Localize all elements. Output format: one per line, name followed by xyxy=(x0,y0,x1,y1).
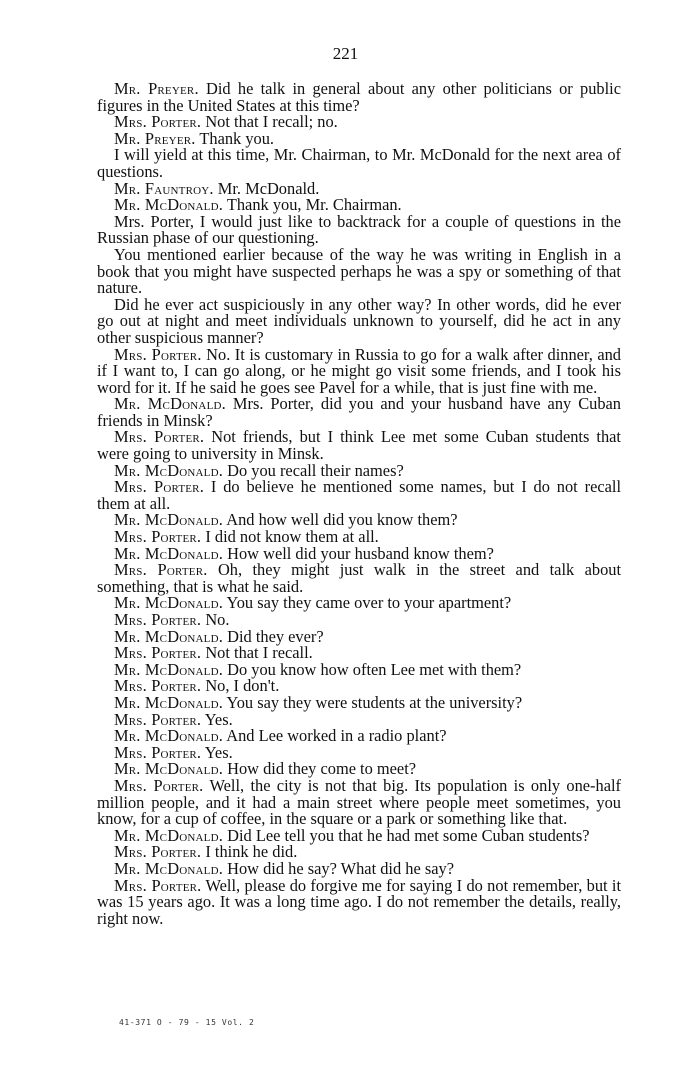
paragraph-text: No. xyxy=(201,610,230,629)
paragraph-text: How well did your husband know them? xyxy=(223,543,494,563)
paragraph-text: Well, please do forgive me for saying I do not remember, but it was 15 years ago. It was a long time ago. I do not remember the details, really, right now. xyxy=(97,875,622,928)
paragraph-text: Did he talk in general about any other politicians or public figures in the United States at this time? xyxy=(97,79,621,115)
speaker-name: Mrs. Porter. xyxy=(114,560,208,580)
paragraph-text: Do you know how often Lee met with them? xyxy=(223,659,522,679)
speaker-name: Mrs. Porter. xyxy=(114,427,205,447)
speaker-name: Mr. McDonald. xyxy=(114,593,224,613)
paragraph-text: No, I don't. xyxy=(201,676,280,696)
paragraph-text: I did not know them at all. xyxy=(201,527,379,547)
paragraph-text: Oh, they might just walk in the street and talk about something, that is what he said. xyxy=(97,560,622,596)
paragraph-text: Thank you. xyxy=(195,128,275,148)
testimony-text xyxy=(97,81,621,927)
speaker-name: Mrs. Porter. xyxy=(114,842,202,862)
speaker-name: Mr. McDonald. xyxy=(114,626,224,646)
paragraph xyxy=(97,344,621,397)
speaker-name: Mr. McDonald. xyxy=(114,195,224,215)
paragraph xyxy=(97,875,622,928)
paragraph-text: How did he say? What did he say? xyxy=(223,858,454,878)
speaker-name: Mr. McDonald. xyxy=(114,825,224,845)
paragraph-text: You mentioned earlier because of the way he was writing in English in a book that you might have suspected perhaps he was a spy or something of that nature. xyxy=(97,244,621,298)
paragraph xyxy=(97,244,621,298)
paragraph-text: Yes. xyxy=(201,742,233,762)
speaker-name: Mrs. Porter. xyxy=(114,875,202,895)
speaker-name: Mr. McDonald. xyxy=(114,659,224,679)
paragraph-text: Mrs. Porter, did you and your husband have any Cuban friends in Minsk? xyxy=(97,394,621,430)
paragraph xyxy=(97,294,621,347)
paragraph xyxy=(97,396,621,429)
speaker-name: Mr. McDonald. xyxy=(114,759,224,779)
paragraph-text: How did they come to meet? xyxy=(223,759,417,779)
speaker-name: Mrs. Porter. xyxy=(114,477,205,497)
page-number: 221 xyxy=(332,44,359,63)
paragraph-text: Not friends, but I think Lee met some Cuban students that were going to university in Minsk. xyxy=(97,427,621,464)
paragraph-text: I think he did. xyxy=(201,842,298,862)
speaker-name: Mrs. Porter. xyxy=(114,643,202,663)
paragraph xyxy=(97,81,621,114)
speaker-name: Mrs. Porter. xyxy=(114,112,202,132)
paragraph-text: Did Lee tell you that he had met some Cuban students? xyxy=(223,825,590,845)
paragraph-text: And Lee worked in a radio plant? xyxy=(223,726,447,746)
speaker-name: Mr. Preyer. xyxy=(114,79,199,98)
paragraph-text: Not that I recall. xyxy=(201,643,313,663)
speaker-name: Mrs. Porter. xyxy=(114,775,204,795)
print-code-footer: 41-371 O - 79 - 15 Vol. 2 xyxy=(119,1018,255,1027)
speaker-name: Mr. Preyer. xyxy=(114,128,196,148)
paragraph-text: You say they were students at the university? xyxy=(223,692,523,712)
paragraph-text: Did he ever act suspiciously in any other way? In other words, did he ever go out at night and meet individuals unknown to yourself, did he act in any other suspicious manner? xyxy=(97,294,621,347)
speaker-name: Mr. McDonald. xyxy=(114,692,224,712)
speaker-name: Mrs. Porter. xyxy=(114,527,202,547)
paragraph-text: Thank you, Mr. Chairman. xyxy=(223,195,402,215)
paragraph xyxy=(97,562,621,595)
paragraph-text: Do you recall their names? xyxy=(223,460,404,480)
speaker-name: Mrs. Porter. xyxy=(114,344,202,364)
paragraph-text: Mr. McDonald. xyxy=(213,178,320,198)
speaker-name: Mr. McDonald. xyxy=(114,510,224,530)
paragraph-text: Well, the city is not that big. Its population is only one-half million people, and it had a main street where people meet sometimes, you know, for a cup of coffee, in the square or a park or something like that. xyxy=(97,775,621,829)
paragraph xyxy=(97,147,621,180)
paragraph-text: Mrs. Porter, I would just like to backtrack for a couple of questions in the Russian phase of our questioning. xyxy=(97,211,621,248)
paragraph xyxy=(97,479,621,512)
paragraph-text: Not that I recall; no. xyxy=(201,112,338,132)
paragraph-text: Yes. xyxy=(201,709,233,729)
speaker-name: Mr. McDonald. xyxy=(114,543,224,563)
paragraph-text: I will yield at this time, Mr. Chairman, to Mr. McDonald for the next area of questions. xyxy=(97,145,621,181)
paragraph-text: I do believe he mentioned some names, but I do not recall them at all. xyxy=(97,477,622,513)
speaker-name: Mr. McDonald. xyxy=(114,858,224,878)
paragraph xyxy=(97,775,621,829)
speaker-name: Mrs. Porter. xyxy=(114,742,202,762)
speaker-name: Mr. McDonald. xyxy=(114,726,224,746)
speaker-name: Mrs. Porter. xyxy=(114,709,202,729)
paragraph xyxy=(97,429,621,462)
paragraph-text: And how well did you know them? xyxy=(223,510,458,530)
speaker-name: Mr. Fauntroy. xyxy=(114,178,214,198)
paragraph-text: Did they ever? xyxy=(223,626,324,646)
speaker-name: Mrs. Porter. xyxy=(114,610,202,629)
speaker-name: Mr. McDonald. xyxy=(114,394,226,414)
paragraph-text: You say they came over to your apartment? xyxy=(223,593,512,613)
speaker-name: Mrs. Porter. xyxy=(114,676,202,696)
speaker-name: Mr. McDonald. xyxy=(114,460,224,480)
paragraph-text: No. It is customary in Russia to go for a walk after dinner, and if I want to, I can go along, or he might go visit some friends, and I took his word for it. If he said he goes see Pavel for a while, that is just fine with me. xyxy=(97,344,621,397)
paragraph xyxy=(97,211,621,248)
